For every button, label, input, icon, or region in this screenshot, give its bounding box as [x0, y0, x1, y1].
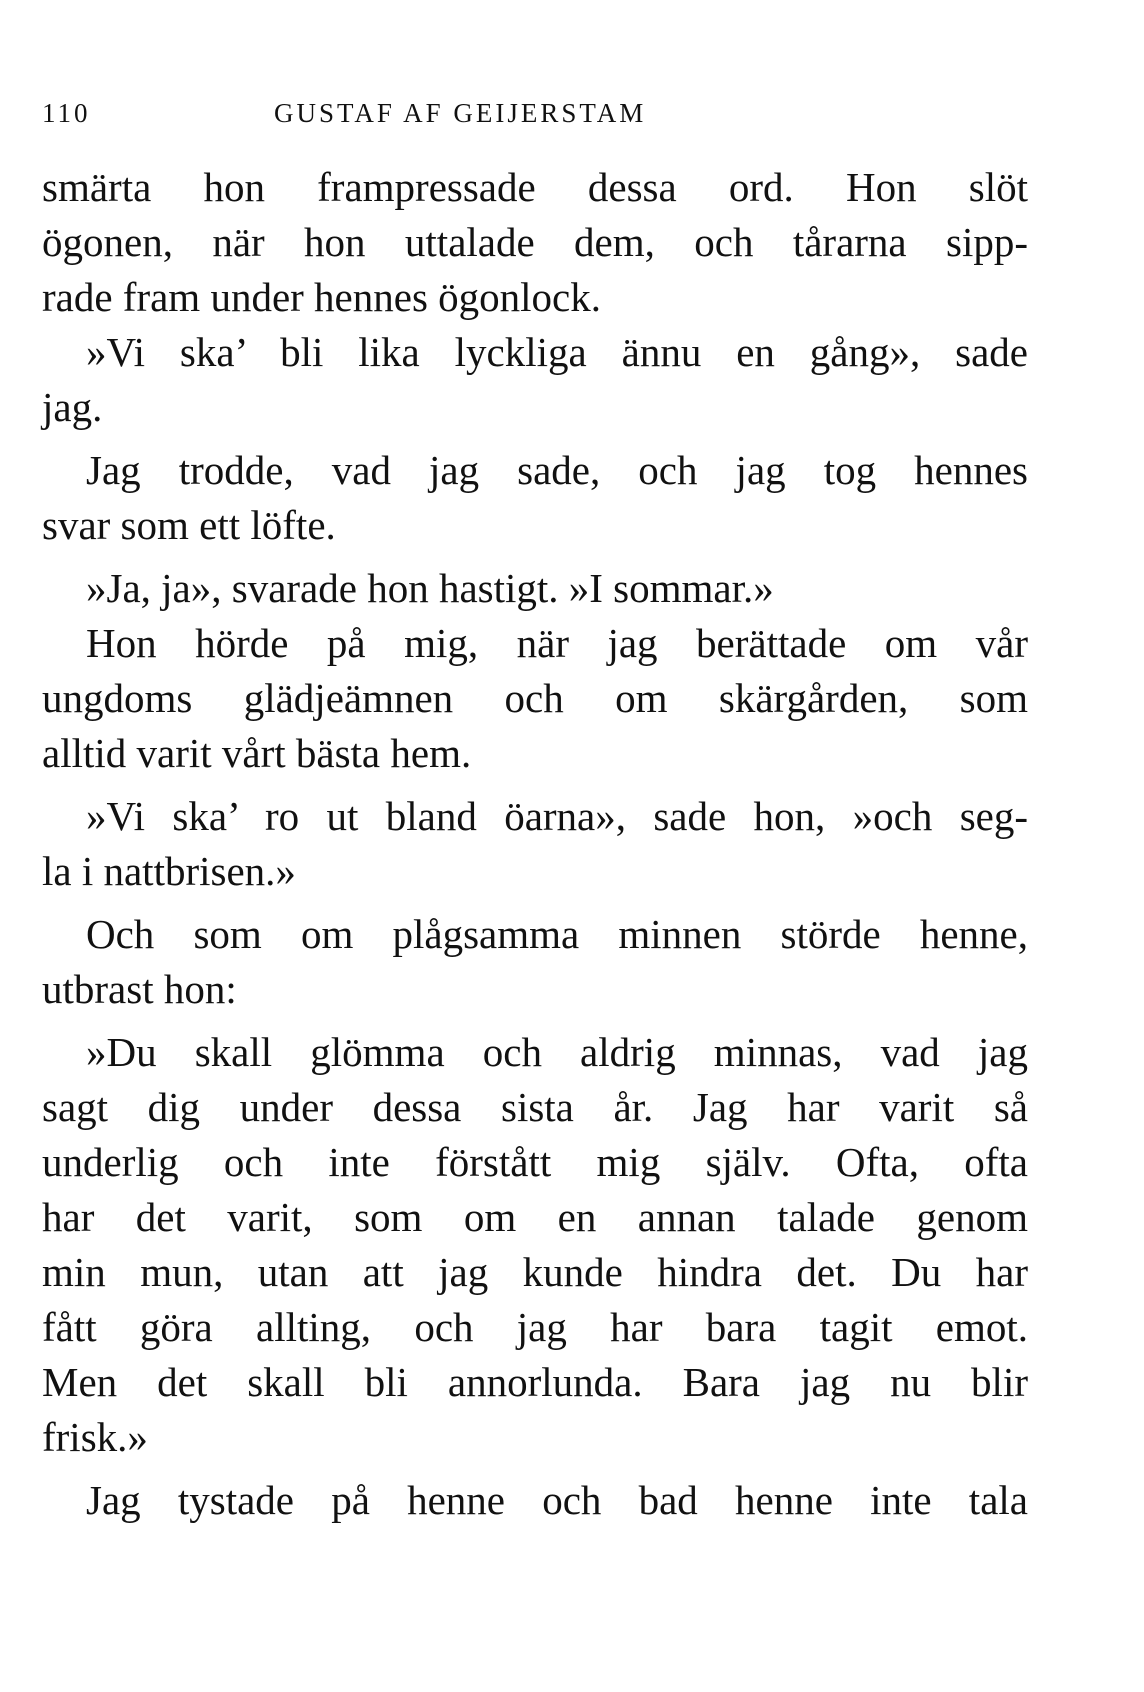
- text-line: sagt dig under dessa sista år. Jag har varit så: [42, 1084, 1028, 1130]
- text-line: frisk.»: [42, 1414, 148, 1460]
- text-line: har det varit, som om en annan talade genom: [42, 1194, 1028, 1240]
- text-line: »Ja, ja», svarade hon hastigt. »I sommar.»: [86, 565, 774, 611]
- text-line: »Vi ska’ bli lika lyckliga ännu en gång», sade: [86, 329, 1028, 375]
- text-line: Hon hörde på mig, när jag berättade om vår: [86, 620, 1028, 666]
- text-line: rade fram under hennes ögonlock.: [42, 274, 601, 320]
- running-head: GUSTAF AF GEIJERSTAM: [274, 98, 647, 128]
- text-line: smärta hon frampressade dessa ord. Hon slöt: [42, 164, 1028, 210]
- text-line: Jag tystade på henne och bad henne inte tala: [86, 1477, 1028, 1523]
- text-line: Men det skall bli annorlunda. Bara jag nu blir: [42, 1359, 1028, 1405]
- text-line: ögonen, när hon uttalade dem, och tårarna sipp-: [42, 219, 1028, 265]
- text-line: underlig och inte förstått mig själv. Ofta, ofta: [42, 1139, 1028, 1185]
- text-line: svar som ett löfte.: [42, 502, 336, 548]
- text-line: »Du skall glömma och aldrig minnas, vad jag: [86, 1029, 1028, 1075]
- text-line: min mun, utan att jag kunde hindra det. Du har: [42, 1249, 1028, 1295]
- page-header: [42, 98, 1042, 138]
- text-line: Och som om plågsamma minnen störde henne,: [86, 911, 1028, 957]
- text-line: fått göra allting, och jag har bara tagit emot.: [42, 1304, 1028, 1350]
- text-line: alltid varit vårt bästa hem.: [42, 730, 472, 776]
- text-line: ungdoms glädjeämnen och om skärgården, som: [42, 675, 1028, 721]
- text-line: la i nattbrisen.»: [42, 848, 296, 894]
- text-line: Jag trodde, vad jag sade, och jag tog hennes: [86, 447, 1028, 493]
- text-line: jag.: [42, 384, 103, 430]
- text-line: utbrast hon:: [42, 966, 237, 1012]
- body-text: [42, 160, 1028, 1528]
- text-line: »Vi ska’ ro ut bland öarna», sade hon, »och seg-: [86, 793, 1028, 839]
- page-number: 110: [42, 98, 91, 128]
